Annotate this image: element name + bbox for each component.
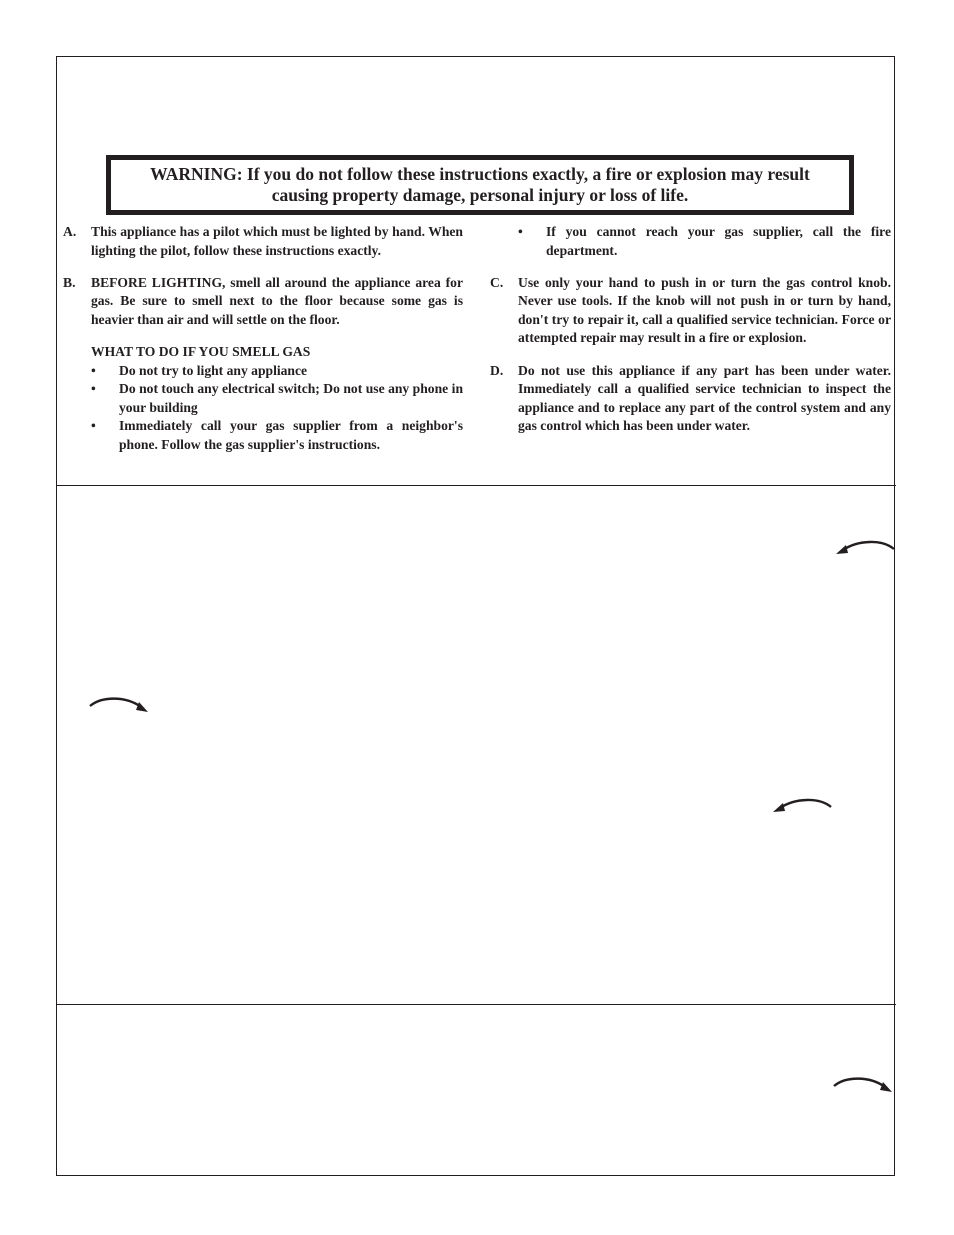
list-item-text: Immediately call your gas supplier from a neighbor's phone. Follow the gas supplier's instructions. xyxy=(119,418,463,452)
item-text: Use only your hand to push in or turn the gas control knob. Never use tools. If the knob will not push in or turn by hand, don't try to repair it, call a qualified service technician. Force or attempted repair may result in a fire or explosion. xyxy=(518,274,891,346)
smell-gas-heading: WHAT TO DO IF YOU SMELL GAS xyxy=(91,343,311,359)
warning-line-1: WARNING: If you do not follow these instructions exactly, a fire or explosion may result xyxy=(150,164,810,184)
list-item-text: If you cannot reach your gas supplier, call the fire department. xyxy=(546,224,891,258)
item-marker: C. xyxy=(490,274,504,290)
bullet-glyph: • xyxy=(518,224,523,239)
left-column xyxy=(63,223,463,455)
smell-gas-list xyxy=(63,362,463,455)
section-divider-1 xyxy=(56,485,896,486)
list-item-text: Do not touch any electrical switch; Do not use any phone in your building xyxy=(119,381,463,415)
item-marker: B. xyxy=(63,274,76,290)
bullet-glyph: • xyxy=(91,381,96,397)
warning-line-2: causing property damage, personal injury or loss of life. xyxy=(271,185,689,205)
list-item xyxy=(63,362,463,381)
instruction-item-a xyxy=(63,223,463,260)
clockwise-arrow-icon xyxy=(832,1072,894,1098)
right-column xyxy=(490,223,891,449)
clockwise-arrow-icon xyxy=(88,692,150,718)
list-item-text: Do not try to light any appliance xyxy=(119,362,308,378)
bullet-glyph: • xyxy=(91,418,96,434)
bullet-glyph: • xyxy=(91,362,96,378)
instruction-item-b xyxy=(63,274,463,330)
section-divider-2 xyxy=(56,1004,896,1005)
item-text: BEFORE LIGHTING, smell all around the appliance area for gas. Be sure to smell next to the floor because some gas is heavier than air and will settle on the floor. xyxy=(91,274,463,327)
item-text: Do not use this appliance if any part has been under water. Immediately call a qualified service technician to inspect the appliance and to replace any part of the control system and any gas control which has been under water. xyxy=(518,362,891,434)
list-item xyxy=(63,417,463,454)
item-marker: A. xyxy=(63,224,77,239)
list-item xyxy=(63,380,463,417)
list-item xyxy=(490,223,891,260)
counterclockwise-arrow-icon xyxy=(771,794,833,820)
item-text: This appliance has a pilot which must be lighted by hand. When lighting the pilot, follow these instructions exactly. xyxy=(91,224,463,258)
warning-text xyxy=(150,164,810,206)
instruction-item-d xyxy=(490,362,891,436)
item-marker: D. xyxy=(490,362,504,378)
warning-box xyxy=(106,155,854,215)
instruction-item-c xyxy=(490,274,891,348)
counterclockwise-arrow-icon xyxy=(834,536,896,562)
